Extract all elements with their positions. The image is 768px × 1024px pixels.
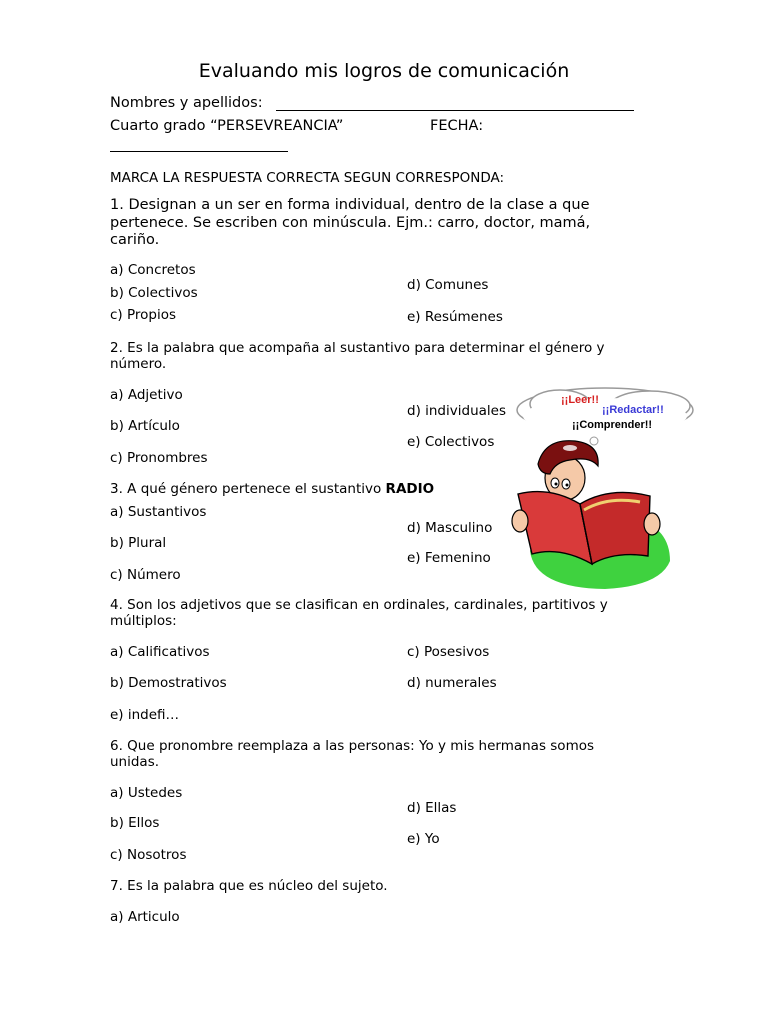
q4-option-c: c) Posesivos <box>407 644 490 660</box>
question-4-text: 4. Son los adjetivos que se clasifican en ordinales, cardinales, partitivos y múltiplos: <box>110 597 608 629</box>
q6-option-e: e) Yo <box>407 831 440 847</box>
q2-option-d: d) individuales <box>407 403 506 419</box>
child-head <box>538 441 598 500</box>
question-2-text: 2. Es la palabra que acompaña al sustantivo para determinar el género y número. <box>110 340 605 372</box>
q6-option-a: a) Ustedes <box>110 785 183 801</box>
bubble-redactar: ¡¡Redactar!! <box>602 404 664 416</box>
name-label: Nombres y apellidos: <box>110 95 263 111</box>
q3-option-c: c) Número <box>110 567 181 583</box>
q1-option-d: d) Comunes <box>407 277 489 293</box>
q6-option-d: d) Ellas <box>407 800 457 816</box>
instruction: MARCA LA RESPUESTA CORRECTA SEGUN CORRESPONDA: <box>110 170 505 186</box>
q7-option-a: a) Articulo <box>110 909 180 925</box>
question-7-text: 7. Es la palabra que es núcleo del sujeto. <box>110 878 388 894</box>
question-3-text <box>110 481 434 497</box>
q3-option-a: a) Sustantivos <box>110 504 207 520</box>
page-title: Evaluando mis logros de comunicación <box>198 60 570 82</box>
q4-option-a: a) Calificativos <box>110 644 210 660</box>
question-6-text: 6. Que pronombre reemplaza a las personas: Yo y mis hermanas somos unidas. <box>110 738 595 770</box>
q2-option-c: c) Pronombres <box>110 450 208 466</box>
q1-option-c: c) Propios <box>110 307 177 323</box>
reading-child-illustration <box>510 386 700 591</box>
red-book <box>518 492 650 564</box>
q2-option-a: a) Adjetivo <box>110 387 183 403</box>
q4-option-b: b) Demostrativos <box>110 675 227 691</box>
question-3-text-main: 3. A qué género pertenece el sustantivo <box>110 481 386 497</box>
q3-option-e: e) Femenino <box>407 550 491 566</box>
grade-label: Cuarto grado “PERSEVREANCIA” <box>110 118 344 134</box>
date-blank-line <box>110 151 288 152</box>
q3-option-d: d) Masculino <box>407 520 493 536</box>
question-3-keyword: RADIO <box>385 481 435 497</box>
q2-option-b: b) Artículo <box>110 418 180 434</box>
name-blank-line <box>276 110 634 111</box>
bubble-leer: ¡¡Leer!! <box>561 394 599 406</box>
q3-option-b: b) Plural <box>110 535 167 551</box>
bubble-comprender: ¡¡Comprender!! <box>572 419 653 431</box>
q1-option-b: b) Colectivos <box>110 285 198 301</box>
q6-option-b: b) Ellos <box>110 815 160 831</box>
q1-option-a: a) Concretos <box>110 262 196 278</box>
date-label: FECHA: <box>430 118 484 134</box>
q2-option-e: e) Colectivos <box>407 434 495 450</box>
q4-option-d: d) numerales <box>407 675 497 691</box>
q6-option-c: c) Nosotros <box>110 847 187 863</box>
question-1-text: 1. Designan a un ser en forma individual, dentro de la clase a que pertenece. Se escriben con minúscula. Ejm.: carro, doctor, mamá, cariño. <box>110 197 591 248</box>
q1-option-e: e) Resúmenes <box>407 309 503 325</box>
q4-option-e: e) indefi… <box>110 707 180 723</box>
